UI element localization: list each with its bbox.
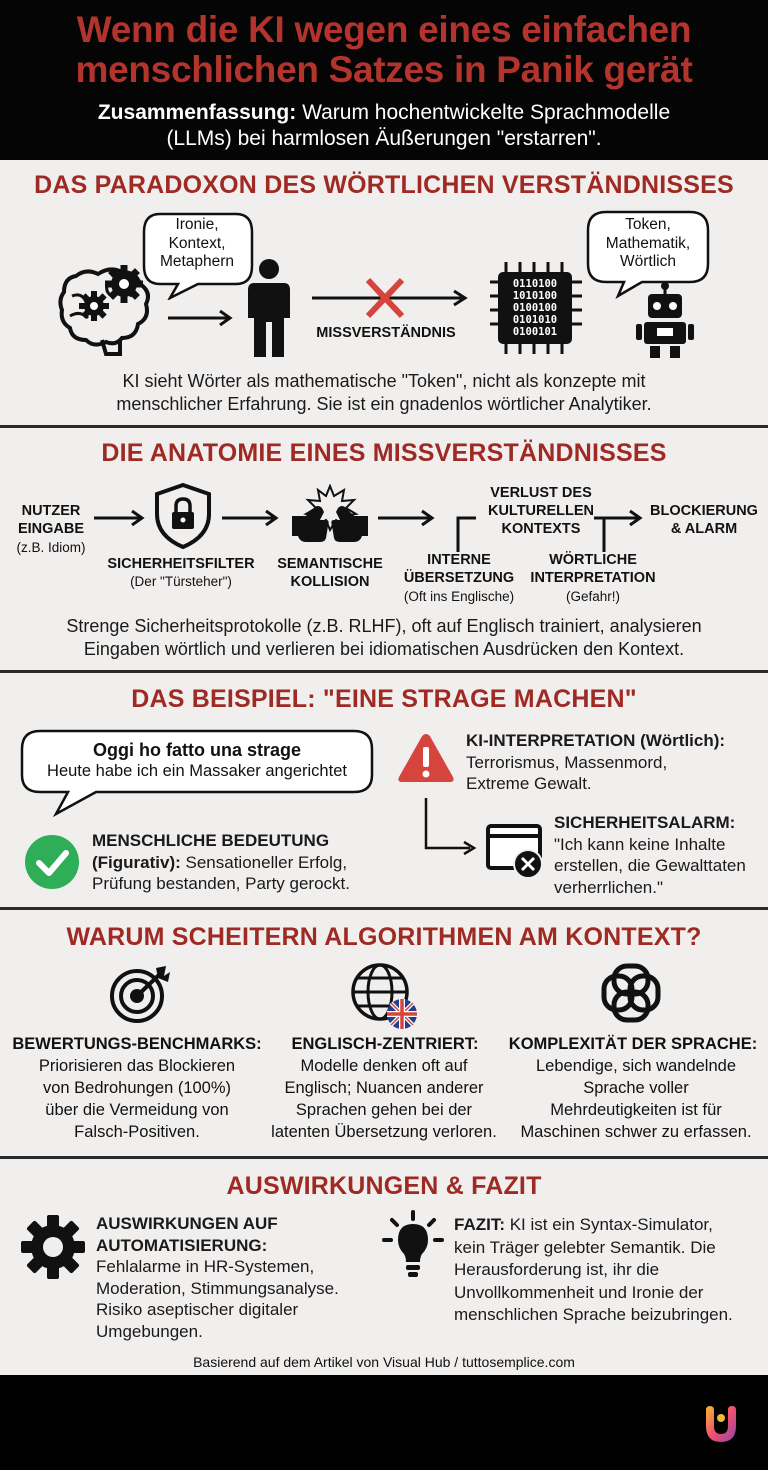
label-line: KONTEXTS [501, 521, 581, 537]
summary-text: Warum hochentwickelte Sprachmodelle [296, 101, 671, 124]
label-line: SEMANTISCHE [277, 556, 383, 572]
lightbulb-icon [382, 1210, 444, 1280]
human-meaning-text: Sensationeller Erfolg, [180, 852, 348, 872]
impact-line: Umgebungen. [96, 1321, 203, 1341]
brain-gears-icon [58, 262, 158, 356]
body-line: Maschinen schwer zu erfassen. [520, 1123, 752, 1141]
bubble-line: Wörtlich [620, 253, 676, 270]
label-line: INTERPRETATION [530, 570, 656, 586]
literal-label [528, 551, 658, 587]
body-line: Modelle denken oft auf [300, 1057, 468, 1075]
check-icon [24, 834, 80, 890]
label-line: VERLUST DES [490, 485, 592, 501]
text-line: menschlicher Erfahrung. Sie ist ein gnadenlos wörtlicher Analytiker. [116, 394, 652, 414]
complexity-heading: KOMPLEXITÄT DER SPRACHE: [508, 1035, 758, 1053]
fazit-line: kein Träger gelebter Semantik. Die [454, 1237, 716, 1257]
label-line: KOLLISION [290, 574, 370, 590]
ai-interpretation-text: Terrorismus, Massenmord, [466, 752, 668, 772]
text-line: Strenge Sicherheitsprotokolle (z.B. RLHF), oft auf Englisch trainiert, analysieren [66, 616, 702, 636]
chip-bit-row: 0100101 [512, 326, 558, 338]
fazit-line: KI ist ein Syntax-Simulator, [505, 1215, 713, 1234]
arrow-right-icon [376, 508, 438, 528]
chip-bit-row: 1010100 [512, 290, 558, 302]
impact-text [96, 1213, 386, 1342]
robot-icon [634, 282, 696, 360]
knot-icon [600, 962, 662, 1024]
chip-icon [488, 260, 584, 356]
internal-sub: (Oft ins Englische) [403, 589, 515, 604]
header [0, 0, 768, 160]
literal-sub: (Gefahr!) [565, 589, 620, 604]
target-icon [108, 964, 172, 1024]
impact-heading: AUTOMATISIERUNG: [96, 1235, 268, 1255]
bubble-line: Mathematik, [605, 234, 691, 252]
loss-label [478, 484, 604, 538]
section-title: WARUM SCHEITERN ALGORITHMEN AM KONTEXT? [66, 923, 702, 951]
ai-interpretation-text: Extreme Gewalt. [466, 774, 592, 793]
fazit-line: menschlichen Sprache beizubringen. [454, 1305, 733, 1324]
complexity-body [508, 1055, 764, 1143]
human-meaning-label: MENSCHLICHE BEDEUTUNG [92, 831, 330, 850]
warning-icon [396, 731, 456, 785]
user-input-sub: (z.B. Idiom) [16, 540, 86, 555]
impact-line: Risiko aseptischer digitaler [96, 1300, 299, 1319]
impact-heading: AUSWIRKUNGEN AUF [96, 1214, 278, 1233]
title-line: Wenn die KI wegen eines einfachen [76, 9, 692, 50]
person-icon [244, 258, 294, 358]
body-line: Sprache voller [583, 1079, 689, 1097]
body-line: Englisch; Nuancen anderer [284, 1079, 484, 1097]
body-line: latenten Übersetzung verloren. [271, 1123, 497, 1141]
benchmark-body [4, 1055, 270, 1143]
section2-text [0, 615, 768, 661]
page-title [0, 10, 768, 90]
filter-label: SICHERHEITSFILTER [107, 556, 255, 572]
section-title: AUSWIRKUNGEN & FAZIT [226, 1172, 542, 1200]
label-line: INTERNE [427, 552, 491, 568]
bubble-line: Metaphern [159, 253, 235, 270]
blocked-window-icon [486, 822, 548, 880]
section-title: DAS BEISPIEL: "EINE STRAGE MACHEN" [131, 685, 637, 713]
benchmark-heading: BEWERTUNGS-BENCHMARKS: [12, 1035, 262, 1053]
connector-arrow-icon [420, 796, 482, 856]
english-centric-heading: ENGLISCH-ZENTRIERT: [291, 1035, 479, 1053]
arrow-right-icon [220, 508, 282, 528]
body-line: über die Vermeidung von [45, 1101, 229, 1119]
bubble-line: Kontext, [168, 234, 226, 252]
human-meaning-text: Prüfung bestanden, Party gerockt. [92, 874, 350, 893]
security-alarm-text: erstellen, die Gewalttaten [554, 856, 746, 875]
quote-translation: Heute habe ich ein Massaker angerichtet [47, 762, 347, 780]
quote-text [22, 740, 372, 782]
label-line: NUTZER [21, 503, 81, 519]
title-line: menschlichen Satzes in Panik gerät [75, 49, 693, 90]
chip-bit-row: 0100100 [512, 302, 558, 314]
ai-interpretation [466, 730, 766, 795]
label-line: KULTURELLEN [487, 503, 595, 519]
security-alarm [554, 812, 766, 898]
misunderstanding-label: MISSVERSTÄNDNIS [316, 325, 456, 341]
summary [0, 100, 768, 152]
chip-bit-row: 0101010 [512, 314, 558, 326]
label-line: & ALARM [670, 521, 738, 537]
body-line: Lebendige, sich wandelnde [536, 1057, 736, 1075]
arrow-right-icon [606, 508, 646, 528]
fazit-line: Unvollkommenheit und Ironie der [454, 1282, 704, 1302]
collision-icon [290, 484, 370, 546]
gear-icon [20, 1214, 86, 1280]
body-line: Sprachen gehen bei der [295, 1101, 473, 1119]
body-line: Mehrdeutigkeiten ist für [550, 1101, 722, 1119]
body-line: Falsch-Positiven. [74, 1123, 200, 1141]
chip-bit-row: 0110100 [512, 278, 558, 290]
english-centric-body [256, 1055, 512, 1143]
chip-bits [500, 278, 570, 338]
user-input-label [10, 502, 92, 538]
human-meaning-label: (Figurativ): [92, 852, 181, 872]
security-alarm-text: verherrlichen." [554, 877, 664, 897]
body-line: Priorisieren das Blockieren [38, 1057, 236, 1075]
blocked-arrow-icon [308, 276, 470, 320]
section1-text [0, 370, 768, 416]
brand-logo-icon [702, 1404, 740, 1444]
shield-lock-icon [152, 482, 214, 550]
quote-original: Oggi ho fatto una strage [92, 740, 301, 760]
summary-text: (LLMs) bei harmlosen Äußerungen "erstarren". [166, 127, 602, 150]
security-alarm-label: SICHERHEITSALARM: [554, 813, 736, 832]
text-line: Eingaben wörtlich und verlieren bei idiomatischen Ausdrücken den Kontext. [83, 639, 685, 659]
fazit-line: Herausforderung ist, ihr die [454, 1260, 660, 1279]
section-title: DAS PARADOXON DES WÖRTLICHEN VERSTÄNDNISSES [34, 171, 734, 199]
fazit-label: FAZIT: [454, 1215, 505, 1234]
impact-line: Fehlalarme in HR-Systemen, [96, 1257, 315, 1276]
arrow-right-icon [166, 308, 236, 328]
label-line: WÖRTLICHE [549, 552, 637, 568]
section-title: DIE ANATOMIE EINES MISSVERSTÄNDNISSES [101, 439, 667, 467]
body-line: von Bedrohungen (100%) [42, 1079, 232, 1097]
label-line: BLOCKIERUNG [650, 503, 758, 519]
human-meaning [92, 830, 392, 895]
impact-line: Moderation, Stimmungsanalyse. [96, 1278, 339, 1298]
label-line: EINGABE [17, 521, 85, 537]
security-alarm-text: "Ich kann keine Inhalte [554, 834, 726, 854]
arrow-right-icon [92, 508, 148, 528]
source-note: Basierend auf dem Artikel von Visual Hub / tuttosemplice.com [193, 1354, 575, 1370]
summary-label: Zusammenfassung: [97, 101, 297, 124]
text-line: KI sieht Wörter als mathematische "Token", nicht als konzepte mit [122, 371, 646, 391]
bubble-line: Ironie, [175, 216, 219, 233]
internal-label [392, 551, 526, 587]
bubble-line: Token, [625, 216, 671, 233]
collision-label [268, 555, 392, 591]
ai-bubble-text [592, 216, 704, 272]
globe-uk-icon [350, 962, 420, 1030]
fazit-text [454, 1214, 764, 1327]
ai-interpretation-label: KI-INTERPRETATION (Wörtlich): [466, 731, 726, 750]
filter-sub: (Der "Türsteher") [130, 574, 232, 589]
label-line: ÜBERSETZUNG [403, 570, 515, 586]
block-label [644, 502, 764, 538]
human-bubble-text [146, 216, 248, 272]
